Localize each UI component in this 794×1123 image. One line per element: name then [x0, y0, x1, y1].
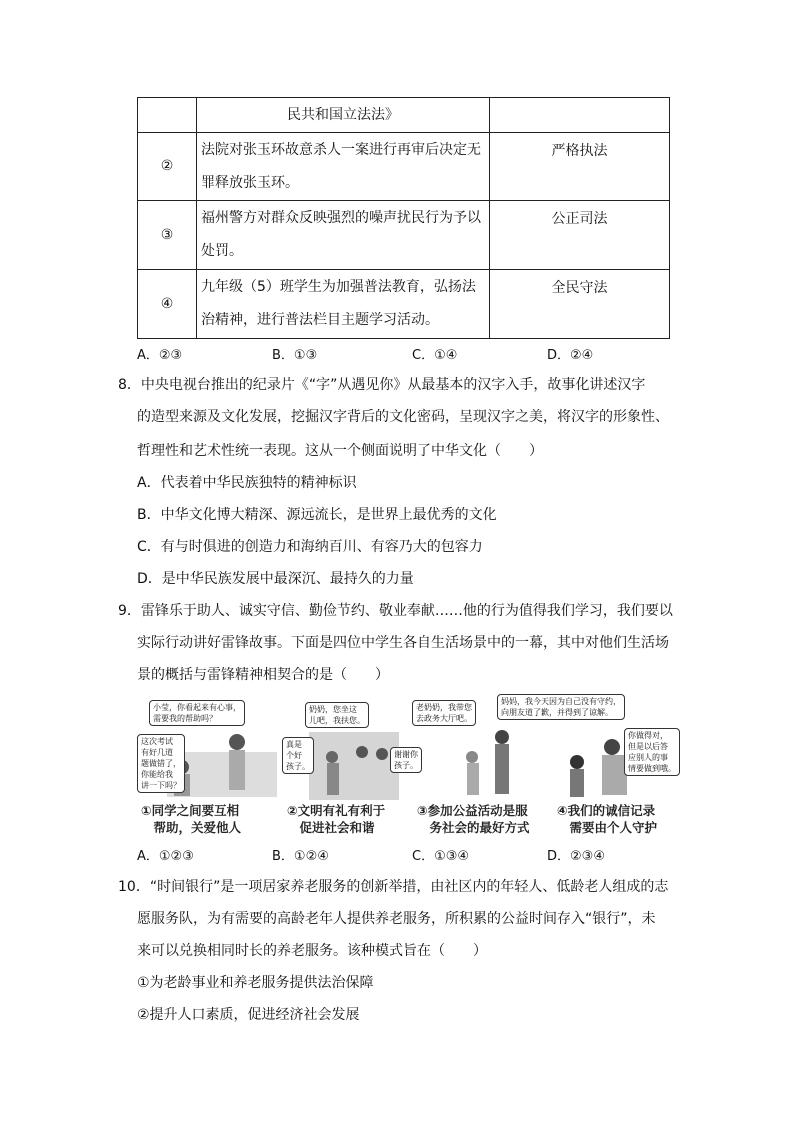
comic-caption: ②文明有礼有利于 促进社会和谐 [287, 803, 386, 835]
comic-caption: ④我们的诚信记录 需要由个人守护 [557, 803, 658, 835]
option-d[interactable]: D．②③④ [547, 849, 605, 864]
speech-bubble: 真是 个好 孩子。 [282, 737, 314, 774]
q10-stem: 10．“时间银行”是一项居家养老服务的创新举措，由社区内的年轻人、低龄老人组成的志 [118, 879, 669, 895]
speech-bubble: 老奶奶，我带您 去政务大厅吧。 [412, 700, 476, 726]
table-row: ③ 福州警方对群众反映强烈的噪声扰民行为予以处罚。 公正司法 [138, 201, 670, 270]
option-a[interactable]: A．②③ [137, 348, 183, 363]
comic-illustration [137, 692, 677, 840]
speech-bubble: 你做得对， 但是以后答 应别人的事 情要做到哦。 [624, 728, 680, 776]
speech-bubble: 奶奶，您坐这 儿吧，我扶您。 [305, 702, 369, 728]
speech-bubble: 谢谢你 孩子。 [390, 747, 422, 773]
q10-stem: 愿服务队，为有需要的高龄老年人提供养老服务，所积累的公益时间存入“银行”，未 [137, 911, 656, 927]
law-table [137, 97, 670, 339]
option-d[interactable]: D．②④ [547, 348, 594, 363]
q8-option-b[interactable]: B．中华文化博大精深、源远流长，是世界上最优秀的文化 [137, 507, 497, 523]
q8-stem: 哲理性和艺术性统一表现。这从一个侧面说明了中华文化（ ） [137, 443, 543, 459]
q8-stem: 的造型来源及文化发展，挖掘汉字背后的文化密码，呈现汉字之美，将汉字的形象性、 [137, 409, 669, 425]
q9-stem: 实际行动讲好雷锋故事。下面是四位中学生各自生活场景中的一幕，其中对他们生活场 [137, 635, 669, 651]
speech-bubble: 小莹，你看起来有心事， 需要我的帮助吗？ [149, 700, 245, 726]
q9-stem: 景的概括与雷锋精神相契合的是（ ） [137, 667, 389, 683]
table-row: 民共和国立法法》 [138, 98, 670, 133]
q10-item: ②提升人口素质，促进经济社会发展 [137, 1007, 360, 1023]
q9-stem: 9．雷锋乐于助人、诚实守信、勤俭节约、敬业奉献……他的行为值得我们学习，我们要以 [118, 603, 673, 619]
option-c[interactable]: C．①③④ [412, 849, 470, 864]
q10-item: ①为老龄事业和养老服务提供法治保障 [137, 975, 374, 991]
option-c[interactable]: C．①④ [412, 348, 458, 363]
option-a[interactable]: A．①②③ [137, 849, 194, 864]
q8-option-c[interactable]: C．有与时俱进的创造力和海纳百川、有容乃大的包容力 [137, 539, 483, 555]
speech-bubble: 妈妈，我今天因为自己没有守约， 向朋友道了歉，并得到了谅解。 [497, 694, 625, 720]
q8-stem: 8．中央电视台推出的纪录片《“字”从遇见你》从最基本的汉字入手，故事化讲述汉字 [118, 377, 646, 393]
comic-caption: ③参加公益活动是服 务社会的最好方式 [417, 803, 530, 835]
option-b[interactable]: B．①③ [272, 348, 318, 363]
speech-bubble: 这次考试 有好几道 题做错了， 你能给我 讲一下吗？ [137, 734, 185, 793]
option-b[interactable]: B．①②④ [272, 849, 329, 864]
table-row: ④ 九年级（5）班学生为加强普法教育，弘扬法治精神，进行普法栏目主题学习活动。 全民守法 [138, 270, 670, 339]
comic-caption: ①同学之间要互相 帮助，关爱他人 [141, 803, 242, 835]
q10-stem: 来可以兑换相同时长的养老服务。该种模式旨在（ ） [137, 943, 487, 959]
q8-option-d[interactable]: D．是中华民族发展中最深沉、最持久的力量 [137, 571, 414, 587]
table-row: ② 法院对张玉环故意杀人一案进行再审后决定无罪释放张玉环。 严格执法 [138, 133, 670, 201]
q8-option-a[interactable]: A．代表着中华民族独特的精神标识 [137, 475, 357, 491]
